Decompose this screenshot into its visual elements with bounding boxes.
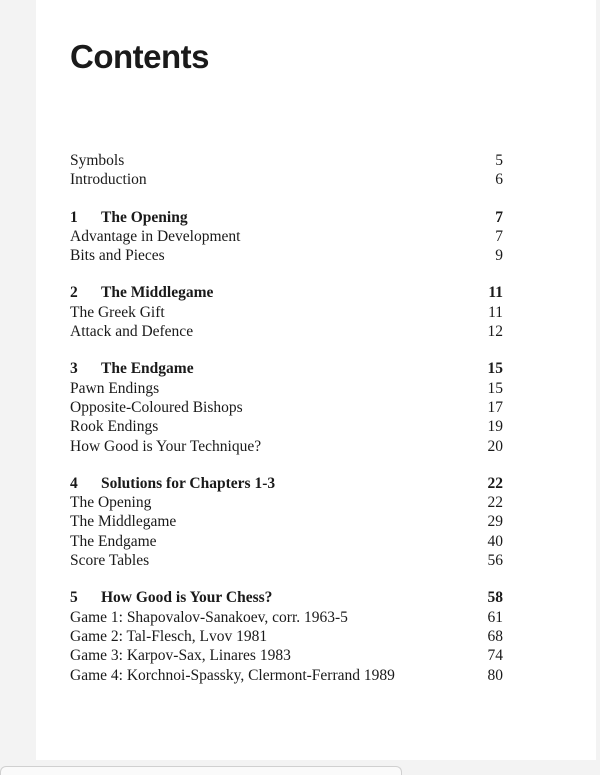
entry-label: Advantage in Development — [70, 227, 241, 245]
entry-label: The Opening — [70, 494, 152, 512]
toc-entry[interactable] — [70, 551, 503, 570]
entry-label: Game 2: Tal-Flesch, Lvov 1981 — [70, 627, 268, 645]
chapter-heading[interactable] — [70, 208, 503, 227]
page-number: 7 — [495, 227, 503, 245]
page-number: 20 — [487, 437, 503, 455]
chapter-title — [70, 359, 194, 378]
entry-label: The Greek Gift — [70, 303, 165, 321]
page-number: 6 — [495, 171, 503, 189]
toc-entry[interactable] — [70, 646, 503, 665]
toc-entry[interactable] — [70, 151, 503, 170]
entry-label: Game 4: Korchnoi-Spassky, Clermont-Ferrand 1989 — [70, 666, 395, 684]
toc-entry[interactable] — [70, 532, 503, 551]
entry-label: Bits and Pieces — [70, 247, 165, 265]
toc-entry[interactable] — [70, 512, 503, 531]
entry-label: How Good is Your Technique? — [70, 437, 262, 455]
chapter-heading[interactable] — [70, 474, 503, 493]
toc-entry[interactable] — [70, 666, 503, 685]
page-number: 68 — [487, 627, 503, 645]
chapter-title — [70, 474, 275, 493]
page-number: 9 — [495, 247, 503, 265]
toc-entry[interactable] — [70, 322, 503, 341]
entry-label: Game 3: Karpov-Sax, Linares 1983 — [70, 647, 291, 665]
page-number: 61 — [487, 608, 503, 626]
chapter-number: 3 — [70, 360, 78, 378]
chapter-label: The Middlegame — [101, 284, 214, 302]
toc-section — [70, 151, 503, 190]
entry-label: Score Tables — [70, 552, 150, 570]
page-number: 17 — [487, 398, 503, 416]
page-number: 22 — [487, 474, 503, 492]
chapter-number: 5 — [70, 589, 78, 607]
page-number: 12 — [487, 323, 503, 341]
page-number: 22 — [487, 494, 503, 512]
chapter-heading[interactable] — [70, 359, 503, 378]
chapter-heading[interactable] — [70, 283, 503, 302]
page-number: 15 — [487, 360, 503, 378]
chapter-label: How Good is Your Chess? — [101, 589, 273, 607]
page-number: 7 — [495, 208, 503, 226]
toc-entry[interactable] — [70, 398, 503, 417]
entry-label: Attack and Defence — [70, 323, 194, 341]
toc-section — [70, 588, 503, 684]
chapter-label: The Endgame — [101, 360, 194, 378]
toc-entry[interactable] — [70, 170, 503, 189]
chapter-heading[interactable] — [70, 588, 503, 607]
entry-label: Introduction — [70, 171, 147, 189]
chapter-label: The Opening — [101, 208, 188, 226]
chapter-label: Solutions for Chapters 1-3 — [101, 474, 276, 492]
page-number: 15 — [487, 379, 503, 397]
entry-label: Rook Endings — [70, 418, 159, 436]
toc-section — [70, 283, 503, 341]
chapter-title — [70, 588, 272, 607]
chapter-number: 1 — [70, 208, 78, 226]
page-number: 11 — [488, 284, 503, 302]
viewer-bottom-bar — [0, 766, 402, 775]
toc-section — [70, 474, 503, 570]
toc-entry[interactable] — [70, 303, 503, 322]
entry-label: Opposite-Coloured Bishops — [70, 398, 243, 416]
toc-entry[interactable] — [70, 379, 503, 398]
chapter-number: 4 — [70, 474, 78, 492]
table-of-contents — [70, 151, 503, 703]
page-title: Contents — [70, 38, 209, 75]
toc-section — [70, 359, 503, 455]
toc-entry[interactable] — [70, 608, 503, 627]
entry-label: The Endgame — [70, 532, 157, 550]
page-number: 5 — [495, 152, 503, 169]
toc-entry[interactable] — [70, 437, 503, 456]
toc-entry[interactable] — [70, 417, 503, 436]
entry-label: Symbols — [70, 152, 125, 169]
page-number: 56 — [487, 552, 503, 570]
page-number: 11 — [488, 303, 503, 321]
toc-entry[interactable] — [70, 246, 503, 265]
page-number: 74 — [487, 647, 503, 665]
toc-section — [70, 208, 503, 266]
toc-entry[interactable] — [70, 627, 503, 646]
toc-entry[interactable] — [70, 493, 503, 512]
page-number: 29 — [487, 513, 503, 531]
chapter-title — [70, 208, 188, 227]
document-page — [36, 0, 596, 760]
chapter-title — [70, 283, 213, 302]
entry-label: Pawn Endings — [70, 379, 160, 397]
page-number: 19 — [487, 418, 503, 436]
page-number: 40 — [487, 532, 503, 550]
entry-label: The Middlegame — [70, 513, 177, 531]
toc-entry[interactable] — [70, 227, 503, 246]
page-number: 80 — [487, 666, 503, 684]
page-number: 58 — [487, 589, 503, 607]
chapter-number: 2 — [70, 284, 78, 302]
entry-label: Game 1: Shapovalov-Sanakoev, corr. 1963-5 — [70, 608, 348, 626]
